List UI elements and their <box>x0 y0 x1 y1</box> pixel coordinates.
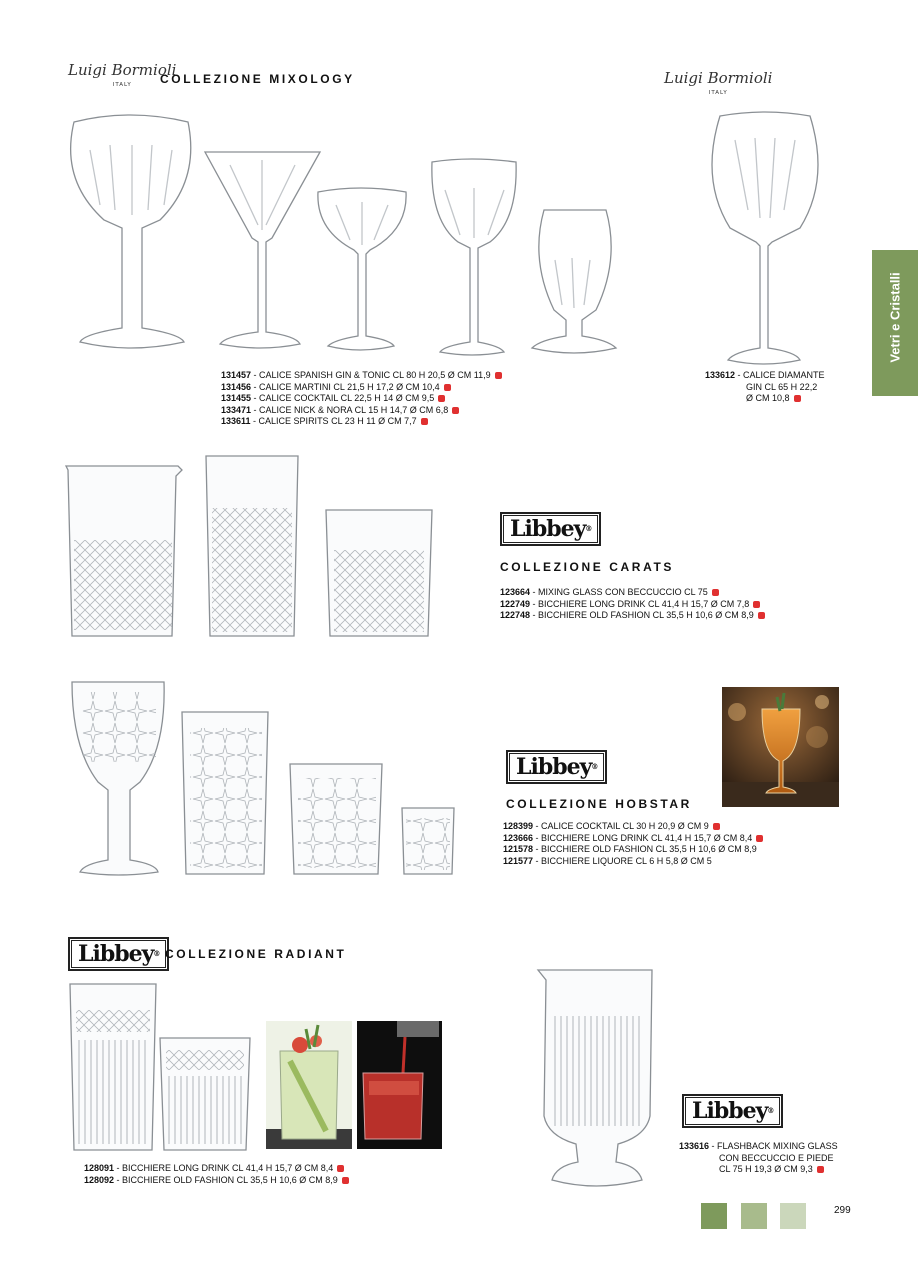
list-item <box>503 833 763 845</box>
availability-dot <box>794 395 801 402</box>
product-code: 131457 <box>221 370 252 380</box>
list-item <box>500 599 765 611</box>
product-desc: - BICCHIERE LIQUORE CL 6 H 5,8 Ø CM 5 <box>533 855 712 866</box>
product-desc-3: CL 75 H 19,3 Ø CM 9,3 <box>719 1164 813 1174</box>
luigi-bormioli-logo-2-country: ITALY <box>708 90 728 96</box>
libbey-logo-text: Libbey <box>516 754 592 780</box>
product-desc: - CALICE COCKTAIL CL 22,5 H 14 Ø CM 9,5 <box>251 393 435 403</box>
hobstar-cocktail-photo <box>722 687 839 807</box>
product-code: 128091 <box>84 1163 115 1173</box>
product-desc: - CALICE DIAMANTE <box>735 370 825 380</box>
availability-dot <box>817 1166 824 1173</box>
availability-dot <box>421 418 428 425</box>
radiant-photo-red <box>357 1021 442 1149</box>
product-code: 133616 <box>679 1141 710 1151</box>
product-code: 123666 <box>503 832 534 843</box>
luigi-bormioli-logo-2-name: Luigi Bormioli <box>664 69 773 87</box>
section-tab[interactable] <box>872 250 918 396</box>
product-desc: - MIXING GLASS CON BECCUCCIO CL 75 <box>530 587 708 597</box>
availability-dot <box>342 1177 349 1184</box>
product-code: 133471 <box>221 404 252 415</box>
list-item <box>503 844 763 856</box>
list-item <box>84 1175 349 1187</box>
availability-dot <box>438 395 445 402</box>
product-code: 133611 <box>221 416 251 426</box>
list-item <box>221 382 502 394</box>
product-desc: - CALICE SPIRITS CL 23 H 11 Ø CM 7,7 <box>250 416 417 426</box>
product-desc: - BICCHIERE OLD FASHION CL 35,5 H 10,6 Ø CM 8,9 <box>533 844 757 854</box>
list-item <box>221 370 502 382</box>
availability-dot <box>495 372 502 379</box>
availability-dot <box>337 1165 344 1172</box>
libbey-logo-hobstar: Libbey® <box>506 750 607 784</box>
list-item <box>503 821 763 833</box>
product-desc-2: CON BECCUCCIO E PIEDE <box>719 1152 834 1163</box>
product-desc: - BICCHIERE LONG DRINK CL 41,4 H 15,7 Ø CM 7,8 <box>530 598 750 609</box>
product-desc: - CALICE SPANISH GIN & TONIC CL 80 H 20,5 Ø CM 11,9 <box>251 370 491 380</box>
product-code: 128399 <box>503 821 534 831</box>
list-item <box>500 610 765 622</box>
carats-product-list <box>500 587 765 622</box>
list-item <box>84 1163 349 1175</box>
hobstar-glasses-image <box>60 678 460 878</box>
carats-glasses-image <box>60 450 470 645</box>
product-desc: - CALICE MARTINI CL 21,5 H 17,2 Ø CM 10,4 <box>251 381 440 392</box>
section-tab-label: Vetri e Cristalli <box>887 272 903 363</box>
luigi-bormioli-logo-2 <box>664 69 773 100</box>
radiant-glasses-image <box>64 980 259 1155</box>
mixology-title: COLLEZIONE MIXOLOGY <box>160 72 355 86</box>
flashback-mixing-glass-image <box>534 966 659 1196</box>
product-code: 122748 <box>500 610 531 620</box>
page-number: 299 <box>834 1205 851 1216</box>
radiant-product-list <box>84 1163 349 1186</box>
footer-swatch-mid <box>741 1203 767 1229</box>
libbey-logo-radiant: Libbey® <box>68 937 169 971</box>
product-code: 122749 <box>500 598 531 609</box>
product-desc: - FLASHBACK MIXING GLASS <box>709 1141 838 1151</box>
radiant-photo-green <box>266 1021 352 1149</box>
radiant-title: COLLEZIONE RADIANT <box>165 947 347 961</box>
list-item <box>503 856 763 868</box>
product-desc: - BICCHIERE OLD FASHION CL 35,5 H 10,6 Ø CM 8,9 <box>114 1174 338 1185</box>
libbey-logo-flashback: Libbey® <box>682 1094 783 1128</box>
availability-dot <box>452 407 459 414</box>
product-desc-2: GIN CL 65 H 22,2 <box>746 381 818 392</box>
availability-dot <box>712 589 719 596</box>
hobstar-product-list <box>503 821 763 867</box>
luigi-bormioli-logo-name: Luigi Bormioli <box>68 61 177 79</box>
libbey-logo-text: Libbey <box>692 1098 768 1124</box>
hobstar-title: COLLEZIONE HOBSTAR <box>506 797 692 811</box>
list-item <box>221 393 502 405</box>
availability-dot <box>444 384 451 391</box>
availability-dot <box>753 601 760 608</box>
product-desc: - BICCHIERE LONG DRINK CL 41,4 H 15,7 Ø CM 8,4 <box>114 1163 334 1173</box>
carats-title: COLLEZIONE CARATS <box>500 560 674 574</box>
product-code: 123664 <box>500 587 531 597</box>
availability-dot <box>713 823 720 830</box>
product-code: 131456 <box>221 381 252 392</box>
diamante-glass-image <box>700 110 830 370</box>
list-item <box>221 405 502 417</box>
diamante-text <box>705 370 825 405</box>
product-code: 128092 <box>84 1174 115 1185</box>
product-code: 131455 <box>221 393 252 403</box>
list-item <box>500 587 765 599</box>
footer-swatch-dark <box>701 1203 727 1229</box>
luigi-bormioli-logo-country: ITALY <box>112 82 132 88</box>
product-desc-3: Ø CM 10,8 <box>746 393 790 403</box>
product-desc: - BICCHIERE LONG DRINK CL 41,4 H 15,7 Ø CM 8,4 <box>533 832 753 843</box>
product-desc: - CALICE NICK & NORA CL 15 H 14,7 Ø CM 6,8 <box>251 404 449 415</box>
product-code: 133612 <box>705 370 736 380</box>
product-desc: - CALICE COCKTAIL CL 30 H 20,9 Ø CM 9 <box>533 821 709 831</box>
product-code: 121578 <box>503 844 534 854</box>
footer-swatch-light <box>780 1203 806 1229</box>
product-desc: - BICCHIERE OLD FASHION CL 35,5 H 10,6 Ø CM 8,9 <box>530 610 754 620</box>
availability-dot <box>756 835 763 842</box>
availability-dot <box>758 612 765 619</box>
list-item <box>221 416 502 428</box>
libbey-logo-text: Libbey <box>510 516 586 542</box>
product-code: 121577 <box>503 855 534 866</box>
mixology-glasses-image <box>60 110 620 360</box>
mixology-product-list <box>221 370 502 428</box>
libbey-logo-text: Libbey <box>78 941 154 967</box>
libbey-logo-carats: Libbey® <box>500 512 601 546</box>
flashback-text <box>679 1141 838 1176</box>
